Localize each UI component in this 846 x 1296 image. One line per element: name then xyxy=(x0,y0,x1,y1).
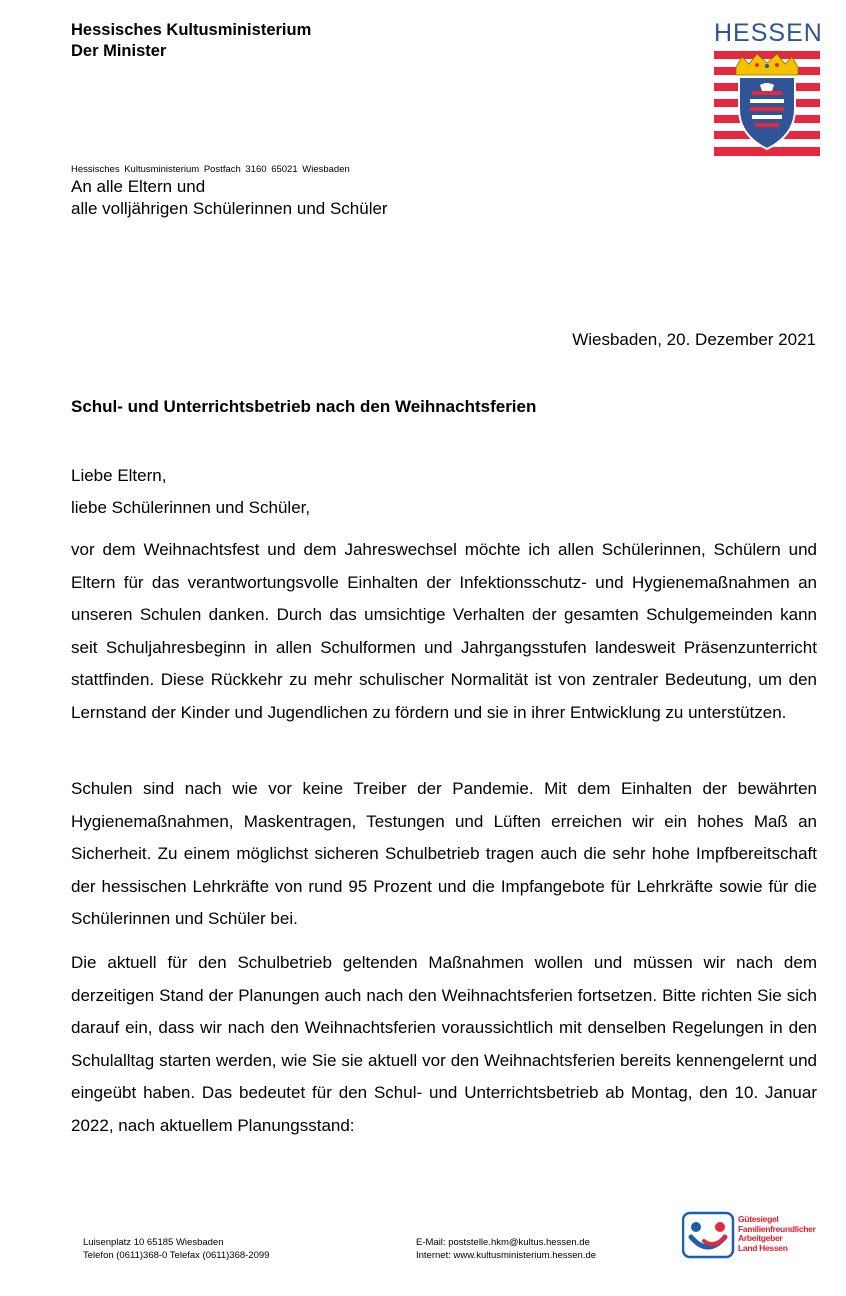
sender-block xyxy=(71,20,311,62)
letter-subject: Schul- und Unterrichtsbetrieb nach den Weihnachtsferien xyxy=(71,397,537,416)
footer-contact xyxy=(83,1236,269,1262)
letter-date: Wiesbaden, 20. Dezember 2021 xyxy=(572,330,816,349)
footer-address: Luisenplatz 10 65185 Wiesbaden xyxy=(83,1237,224,1248)
hessen-logo xyxy=(714,19,823,161)
footer-online xyxy=(416,1236,596,1262)
logo-wordmark: HESSEN xyxy=(714,19,823,47)
seal-line: Arbeitgeber xyxy=(738,1233,783,1243)
recipient-block xyxy=(71,176,388,220)
footer-phone: Telefon (0611)368-0 Telefax (0611)368-2099 xyxy=(83,1250,270,1261)
seal-text xyxy=(738,1215,816,1253)
seal-line: Gütesiegel xyxy=(738,1214,779,1224)
body-paragraph: Schulen sind nach wie vor keine Treiber der Pandemie. Mit dem Einhalten der bewährten Hygienemaßnahmen, Maskentragen, Testungen und Lüften erreichen wir ein hohes Maß an Sicherheit. Zu einem möglichst sicheren Schulbetrieb tragen auch die sehr hohe Impfbereitschaft der hessischen Lehrkräfte von rund 95 Prozent und die Impfangebote für Lehrkräfte sowie für die Schülerinnen und Schüler bei. xyxy=(71,779,817,929)
footer-email: E-Mail: poststelle.hkm@kultus.hessen.de xyxy=(416,1237,590,1248)
body-paragraph: vor dem Weihnachtsfest und dem Jahreswechsel möchte ich allen Schülerinnen, Schülern und Eltern für das verantwortungsvolle Einhalten der Infektionsschutz- und Hygienemaßnahmen an unseren Schulen danken. Durch das umsichtige Verhalten der gesamten Schulgemeinden kann seit Schuljahresbeginn in allen Schulformen und Jahrgangsstufen landesweit Präsenzunterricht stattfinden. Diese Rückkehr zu mehr schulischer Normalität ist von zentraler Bedeutung, um den Lernstand der Kinder und Jugendlichen zu fördern und sie in ihrer Entwicklung zu unterstützen. xyxy=(71,540,817,722)
seal-line: Familienfreundlicher xyxy=(738,1223,816,1234)
salutation-line: liebe Schülerinnen und Schüler, xyxy=(71,498,311,517)
body-paragraph: Die aktuell für den Schulbetrieb geltenden Maßnahmen wollen und müssen wir nach dem derzeitigen Stand der Planungen auch nach den Weihnachtsferien fortsetzen. Bitte richten Sie sich darauf ein, dass wir nach den Weihnachtsferien voraussichtlich mit denselben Regelungen in den Schulalltag starten werden, wie Sie sie aktuell vor den Weihnachtsferien bereits kennengelernt und eingeübt haben. Das bedeutet für den Schul- und Unterrichtsbetrieb ab Montag, den 10. Januar 2022, nach aktuellem Planungsstand: xyxy=(71,953,817,1135)
salutation-line: Liebe Eltern, xyxy=(71,466,167,485)
seal-line: Land Hessen xyxy=(738,1242,788,1253)
salutation xyxy=(71,460,310,524)
footer-internet: Internet: www.kultusministerium.hessen.de xyxy=(416,1250,597,1261)
hessen-coat-of-arms-icon xyxy=(714,51,820,156)
return-address: Hessisches Kultusministerium Postfach 3160 65021 Wiesbaden xyxy=(71,164,350,175)
recipient-line: An alle Eltern und xyxy=(71,177,206,196)
sender-role: Der Minister xyxy=(71,42,167,60)
recipient-line: alle volljährigen Schülerinnen und Schüler xyxy=(71,199,388,218)
sender-ministry: Hessisches Kultusministerium xyxy=(71,21,312,39)
